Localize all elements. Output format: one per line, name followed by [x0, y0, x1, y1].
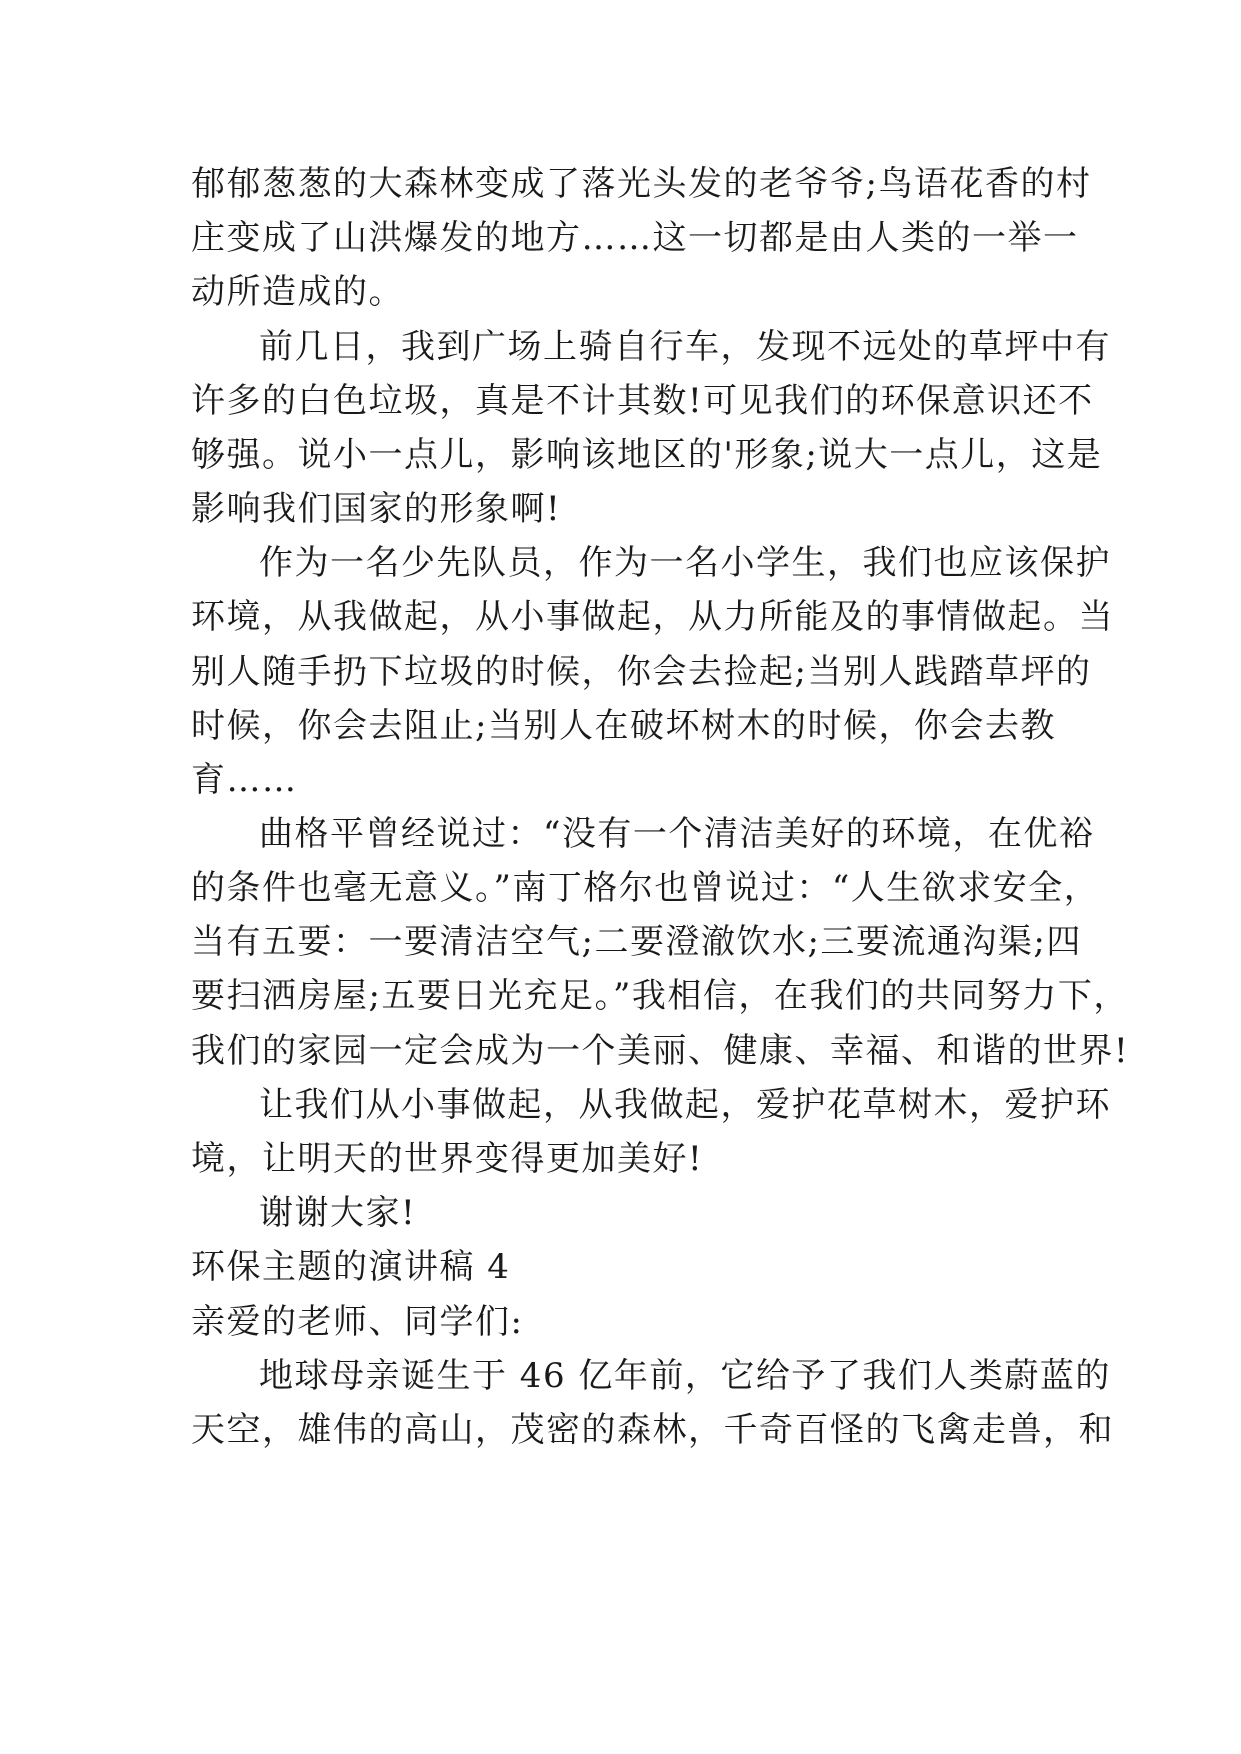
text-line: 环境，从我做起，从小事做起，从力所能及的事情做起。当	[191, 597, 1114, 637]
text-line: 庄变成了山洪爆发的地方……这一切都是由人类的一举一	[191, 218, 1079, 258]
text-line: 许多的白色垃圾，真是不计其数!可见我们的环保意识还不	[191, 381, 1094, 421]
text-line: 的条件也毫无意义。”南丁格尔也曾说过：“人生欲求安全，	[191, 868, 1100, 908]
text-line: 动所造成的。	[191, 272, 404, 312]
paragraph-first-line: 曲格平曾经说过：“没有一个清洁美好的环境，在优裕	[259, 814, 1095, 854]
paragraph-first-line: 地球母亲诞生于 46 亿年前，它给予了我们人类蔚蓝的	[259, 1356, 1111, 1396]
paragraph-first-line: 作为一名少先队员，作为一名小学生，我们也应该保护	[259, 543, 1111, 583]
text-line: 当有五要：一要清洁空气;二要澄澈饮水;三要流通沟渠;四	[191, 922, 1082, 962]
text-line: 育……	[191, 760, 298, 800]
closing-thanks: 谢谢大家!	[259, 1193, 417, 1233]
text-line: 要扫洒房屋;五要日光充足。”我相信，在我们的共同努力下，	[191, 976, 1129, 1016]
salutation: 亲爱的老师、同学们:	[191, 1302, 524, 1342]
text-line: 够强。说小一点儿，影响该地区的'形象;说大一点儿，这是	[191, 435, 1103, 475]
text-line: 时候，你会去阻止;当别人在破坏树木的时候，你会去教	[191, 706, 1056, 746]
paragraph-first-line: 前几日，我到广场上骑自行车，发现不远处的草坪中有	[259, 327, 1111, 367]
section-heading: 环保主题的演讲稿 4	[191, 1247, 511, 1287]
text-line: 境，让明天的世界变得更加美好!	[191, 1139, 704, 1179]
paragraph-first-line: 让我们从小事做起，从我做起，爱护花草树木，爱护环	[259, 1085, 1111, 1125]
text-line: 郁郁葱葱的大森林变成了落光头发的老爷爷;鸟语花香的村	[191, 164, 1092, 204]
text-line: 影响我们国家的形象啊!	[191, 489, 562, 529]
text-line: 天空，雄伟的高山，茂密的森林，千奇百怪的飞禽走兽，和	[191, 1410, 1114, 1450]
text-line: 别人随手扔下垃圾的时候，你会去捡起;当别人践踏草坪的	[191, 652, 1092, 692]
text-line: 我们的家园一定会成为一个美丽、健康、幸福、和谐的世界!	[191, 1031, 1130, 1071]
